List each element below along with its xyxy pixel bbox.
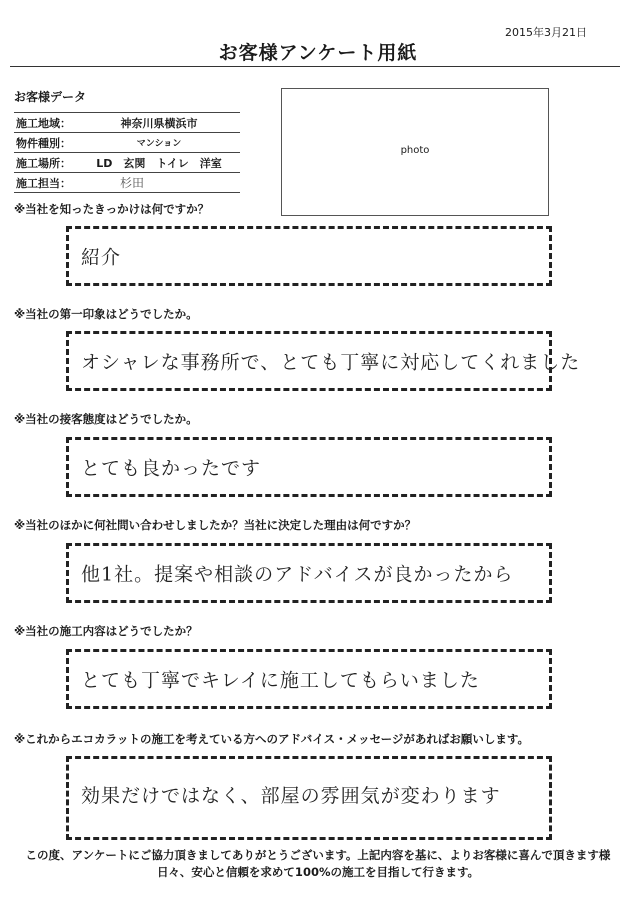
question-2: ※当社の第一印象はどうでしたか。 [14, 307, 198, 321]
answer-box-2 [66, 331, 581, 391]
footer-message [0, 847, 636, 881]
customer-info-table [14, 112, 240, 193]
info-label: 施工地域： [16, 116, 71, 130]
question-3: ※当社の接客態度はどうでしたか。 [14, 412, 198, 426]
info-value: マンション [136, 139, 182, 149]
answer-1: 紹介 [81, 246, 122, 269]
answer-box-5 [66, 649, 552, 709]
answer-2: オシャレな事務所で、とても丁寧に対応してくれました [81, 351, 581, 374]
title-divider [10, 66, 620, 67]
answer-6: 効果だけではなく、部屋の雰囲気が変わります [81, 785, 501, 807]
answer-3: とても良かったです [81, 457, 262, 480]
footer-line-1: この度、アンケートにご協力頂きましてありがとうございます。上記内容を基に、よりお客様に喜んで頂きます様 [25, 848, 611, 862]
answer-box-3 [66, 437, 552, 497]
info-row-place [14, 152, 240, 172]
question-1: ※当社を知ったきっかけは何ですか？ [14, 202, 210, 216]
answer-4: 他1社。提案や相談のアドバイスが良かったから [81, 563, 514, 586]
photo-label: photo [400, 145, 430, 156]
info-row-staff [14, 172, 240, 193]
footer-line-2: 日々、安心と信頼を求めて100%の施工を目指して行きます。 [156, 865, 480, 879]
info-label: 物件種別： [16, 136, 71, 150]
answer-5: とても丁寧でキレイに施工してもらいました [81, 669, 480, 692]
answer-box-4 [66, 543, 552, 603]
question-6: ※これからエコカラットの施工を考えている方へのアドバイス・メッセージがあればお願いします。 [14, 732, 529, 746]
info-label: 施工場所： [16, 156, 71, 170]
info-value: LD 玄関 トイレ 洋室 [96, 156, 222, 170]
question-5: ※当社の施工内容はどうでしたか？ [14, 624, 198, 638]
info-label: 施工担当： [16, 176, 71, 190]
info-value: 神奈川県横浜市 [120, 116, 198, 130]
answer-box-6 [66, 756, 552, 840]
question-4: ※当社のほかに何社問い合わせしましたか？当社に決定した理由は何ですか？ [14, 518, 417, 532]
info-row-area [14, 112, 240, 132]
customer-data-heading: お客様データ [14, 90, 87, 104]
page-title: お客様アンケート用紙 [218, 42, 418, 64]
info-value: 杉田 [120, 176, 145, 190]
answer-box-1 [66, 226, 552, 286]
photo-placeholder [281, 88, 549, 216]
info-row-type [14, 132, 240, 152]
survey-date: 2015年3月21日 [505, 26, 587, 39]
